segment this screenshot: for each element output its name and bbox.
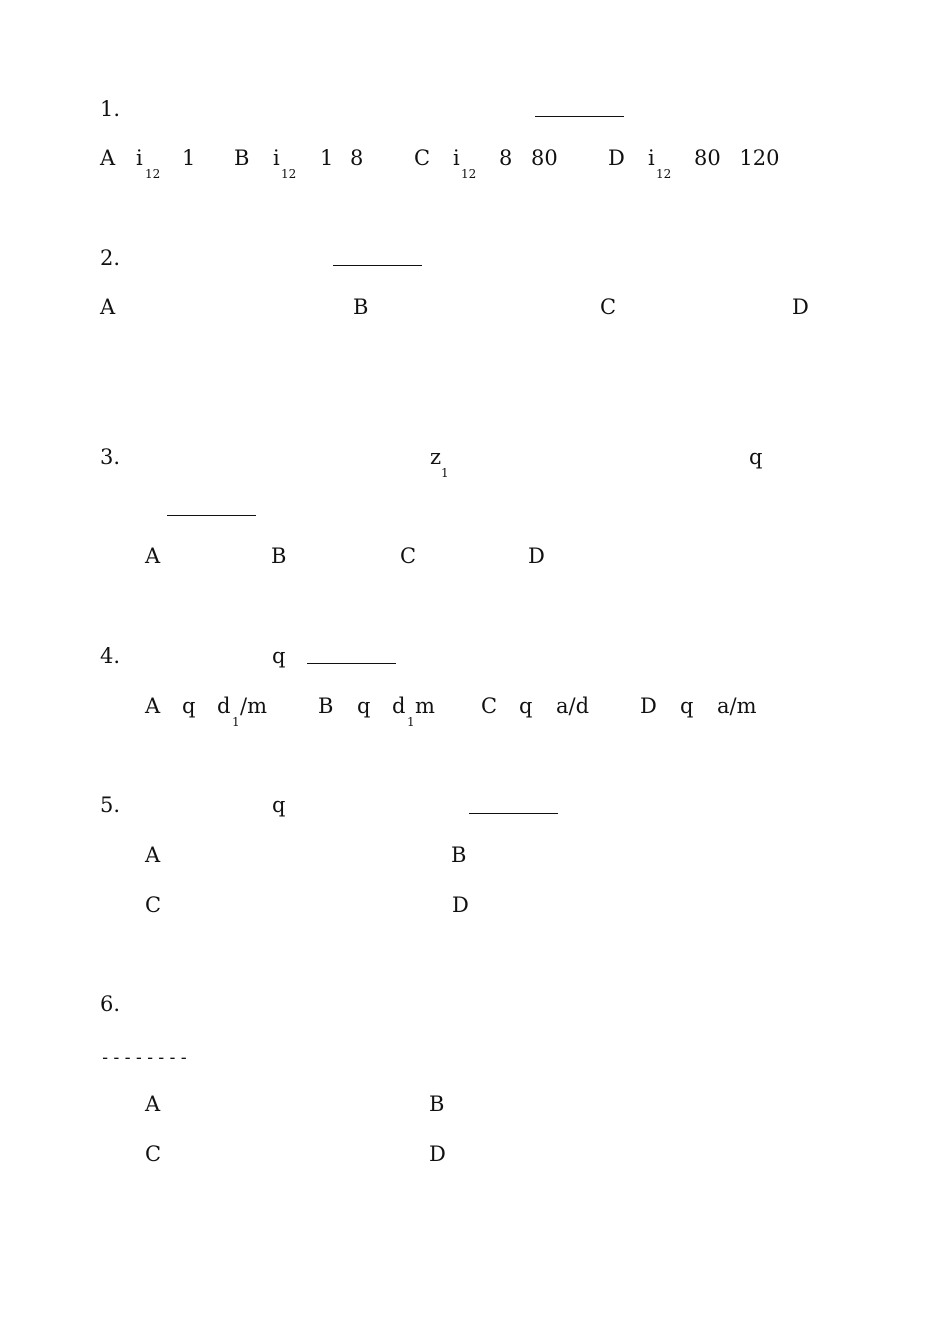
q3-symbol-q: q [749,445,763,469]
q1-option-b-var: i [273,146,280,170]
q5-option-c-letter: C [145,893,162,917]
q4-option-a-post: /m [240,694,267,718]
q4-option-b-q: q [357,694,371,718]
q3-option-b-letter: B [271,544,287,568]
q2-option-c-letter: C [600,295,617,319]
q1-option-d-sub: 12 [656,167,672,181]
q4-option-a-letter: A [145,694,161,718]
question-2-number: 2. [100,246,121,270]
q3-option-c-letter: C [400,544,417,568]
q4-option-d-expr: a/m [717,694,757,718]
q2-option-a-letter: A [100,295,116,319]
q6-option-a-letter: A [145,1092,161,1116]
q4-option-b-d: d [392,694,406,718]
q3-symbol-z: z [430,445,442,469]
question-1-answer-blank [535,116,624,117]
q4-symbol-q: q [272,644,286,668]
question-6-answer-blank: -------- [100,1048,190,1068]
q5-symbol-q: q [272,793,286,817]
question-4-answer-blank [307,663,396,664]
q1-option-c-sub: 12 [461,167,477,181]
q4-option-d-letter: D [640,694,657,718]
q1-option-a-var: i [136,146,143,170]
q3-option-a-letter: A [145,544,161,568]
q1-option-a-letter: A [100,146,116,170]
q1-option-d-value: 80 120 [694,146,780,170]
q4-option-b-sub: 1 [407,715,415,729]
q1-option-c-value: 8 80 [499,146,558,170]
q3-option-d-letter: D [528,544,545,568]
q4-option-a-q: q [182,694,196,718]
q4-option-c-letter: C [481,694,498,718]
question-5-number: 5. [100,793,121,817]
q4-option-a-sub: 1 [232,715,240,729]
q6-option-b-letter: B [429,1092,445,1116]
q2-option-d-letter: D [792,295,809,319]
q1-option-c-var: i [453,146,460,170]
question-2-answer-blank [333,265,422,266]
question-3-answer-blank [167,515,256,516]
q5-option-b-letter: B [451,843,467,867]
q5-option-a-letter: A [145,843,161,867]
q4-option-b-post: m [415,694,435,718]
q3-symbol-z-sub: 1 [441,466,449,480]
q1-option-a-value: 1 [182,146,196,170]
q6-option-c-letter: C [145,1142,162,1166]
q4-option-b-letter: B [318,694,334,718]
q4-option-c-q: q [519,694,533,718]
q4-option-d-q: q [680,694,694,718]
q1-option-b-sub: 12 [281,167,297,181]
q1-option-d-var: i [648,146,655,170]
q1-option-c-letter: C [414,146,431,170]
q1-option-b-letter: B [234,146,250,170]
q1-option-b-value: 1 8 [320,146,364,170]
question-1-number: 1. [100,97,121,121]
q5-option-d-letter: D [452,893,469,917]
question-3-number: 3. [100,445,121,469]
question-4-number: 4. [100,644,121,668]
question-6-number: 6. [100,992,121,1016]
q6-option-d-letter: D [429,1142,446,1166]
q4-option-c-expr: a/d [556,694,590,718]
question-5-answer-blank [469,813,558,814]
q4-option-a-d: d [217,694,231,718]
q1-option-a-sub: 12 [145,167,161,181]
q1-option-d-letter: D [608,146,625,170]
q2-option-b-letter: B [353,295,369,319]
